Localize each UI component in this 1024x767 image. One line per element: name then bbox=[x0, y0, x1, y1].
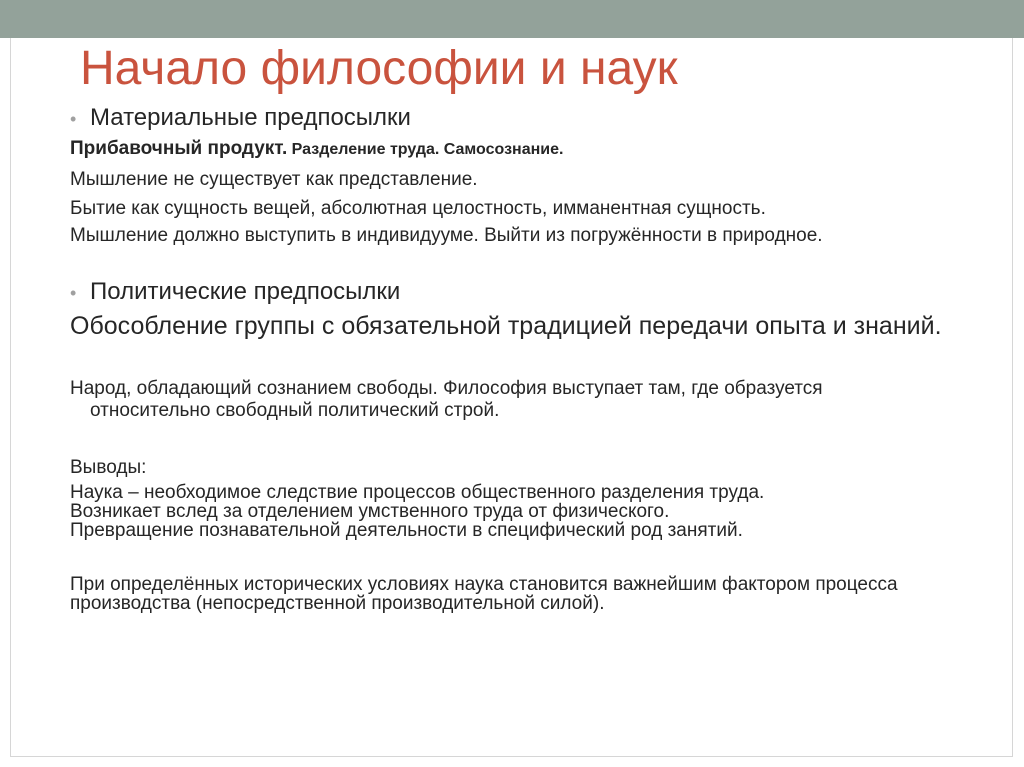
line-surplus bbox=[70, 138, 970, 161]
bullet-political-text: Политические предпосылки bbox=[90, 278, 401, 305]
top-bar bbox=[0, 0, 1024, 38]
line-thinking: Мышление не существует как представление. bbox=[70, 169, 478, 190]
line-surplus-rest: Разделение труда. Самосознание. bbox=[287, 141, 564, 158]
bullet-dot-icon: • bbox=[70, 283, 77, 303]
line-surplus-bold: Прибавочный продукт. bbox=[70, 138, 288, 159]
line-people: Народ, обладающий сознанием свободы. Философия выступает там, где образуется относительно свободный политический строй. bbox=[70, 378, 823, 421]
line-individual: Мышление должно выступить в индивидууме. Выйти из погружённости в природное. bbox=[70, 225, 823, 246]
conclusion-2: Возникает вслед за отделением умственного труда от физического. bbox=[70, 501, 670, 522]
bullet-material-text: Материальные предпосылки bbox=[90, 104, 411, 131]
conclusion-4: При определённых исторических условиях наука становится важнейшим фактором процесса производства (непосредственной производительной силой). bbox=[70, 574, 898, 614]
bullet-material bbox=[70, 104, 411, 132]
bullet-political bbox=[70, 278, 400, 306]
conclusion-3: Превращение познавательной деятельности в специфический род занятий. bbox=[70, 520, 743, 541]
line-being: Бытие как сущность вещей, абсолютная целостность, имманентная сущность. bbox=[70, 198, 766, 219]
line-isolation: Обособление группы с обязательной традицией передачи опыта и знаний. bbox=[70, 312, 942, 340]
bullet-dot-icon: • bbox=[70, 109, 77, 129]
slide-title: Начало философии и наук bbox=[80, 42, 678, 95]
conclusions-label: Выводы: bbox=[70, 457, 147, 478]
conclusion-1: Наука – необходимое следствие процессов общественного разделения труда. bbox=[70, 482, 765, 503]
